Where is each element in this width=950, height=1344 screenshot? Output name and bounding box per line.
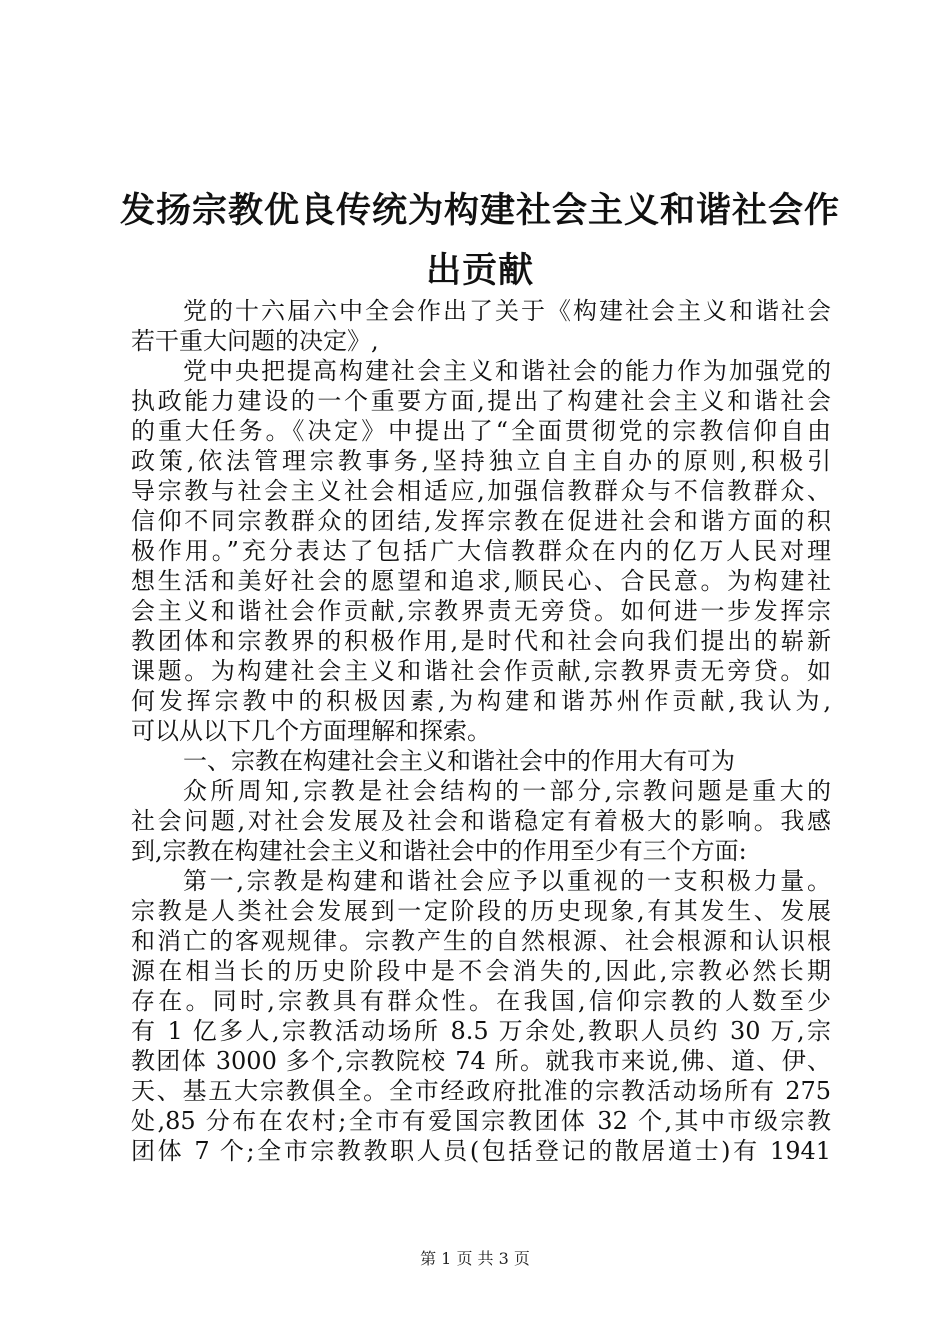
body-line: 极作用。”充分表达了包括广大信教群众在内的亿万人民对理 (131, 537, 831, 565)
body-line: 课题。为构建社会主义和谐社会作贡献,宗教界责无旁贷。如 (131, 657, 831, 685)
body-line: 一、宗教在构建社会主义和谐社会中的作用大有可为 (183, 747, 735, 775)
body-line: 众所周知,宗教是社会结构的一部分,宗教问题是重大的 (183, 777, 831, 805)
body-line: 导宗教与社会主义社会相适应,加强信教群众与不信教群众、 (131, 477, 831, 505)
page-footer: 第 1 页 共 3 页 (420, 1249, 530, 1268)
body-line: 政策,依法管理宗教事务,坚持独立自主自办的原则,积极引 (131, 447, 831, 475)
body-line: 有 1 亿多人,宗教活动场所 8.5 万余处,教职人员约 30 万,宗 (131, 1017, 831, 1045)
body-line: 第一,宗教是构建和谐社会应予以重视的一支积极力量。 (183, 867, 831, 895)
body-line: 处,85 分布在农村;全市有爱国宗教团体 32 个,其中市级宗教 (131, 1107, 831, 1135)
body-line: 可以从以下几个方面理解和探索。 (131, 717, 491, 745)
body-line: 党的十六届六中全会作出了关于《构建社会主义和谐社会 (183, 297, 831, 325)
document-title-line-1: 发扬宗教优良传统为构建社会主义和谐社会作 (119, 191, 840, 231)
body-line: 信仰不同宗教群众的团结,发挥宗教在促进社会和谐方面的积 (131, 507, 831, 535)
body-line: 党中央把提高构建社会主义和谐社会的能力作为加强党的 (183, 357, 831, 385)
body-line: 宗教是人类社会发展到一定阶段的历史现象,有其发生、发展 (131, 897, 831, 925)
body-line: 执政能力建设的一个重要方面,提出了构建社会主义和谐社会 (131, 387, 831, 415)
body-line: 存在。同时,宗教具有群众性。在我国,信仰宗教的人数至少 (131, 987, 831, 1015)
body-line: 源在相当长的历史阶段中是不会消失的,因此,宗教必然长期 (131, 957, 831, 985)
body-line: 想生活和美好社会的愿望和追求,顺民心、合民意。为构建社 (131, 567, 831, 595)
body-line: 社会问题,对社会发展及社会和谐稳定有着极大的影响。我感 (131, 807, 831, 835)
body-line: 的重大任务。《决定》中提出了“全面贯彻党的宗教信仰自由 (131, 417, 831, 445)
body-line: 团体 7 个;全市宗教教职人员(包括登记的散居道士)有 1941 (131, 1137, 831, 1165)
body-line: 会主义和谐社会作贡献,宗教界责无旁贷。如何进一步发挥宗 (131, 597, 831, 625)
document-body (131, 296, 831, 1166)
body-line: 教团体 3000 多个,宗教院校 74 所。就我市来说,佛、道、伊、 (131, 1047, 831, 1075)
body-line: 教团体和宗教界的积极作用,是时代和社会向我们提出的崭新 (131, 627, 831, 655)
body-line: 到,宗教在构建社会主义和谐社会中的作用至少有三个方面: (131, 837, 747, 865)
body-line: 和消亡的客观规律。宗教产生的自然根源、社会根源和认识根 (131, 927, 831, 955)
document-title-line-2: 出贡献 (425, 251, 534, 291)
body-line: 天、基五大宗教俱全。全市经政府批准的宗教活动场所有 275 (131, 1077, 831, 1105)
body-line: 何发挥宗教中的积极因素,为构建和谐苏州作贡献,我认为, (131, 687, 831, 715)
body-line: 若干重大问题的决定》, (131, 327, 379, 355)
